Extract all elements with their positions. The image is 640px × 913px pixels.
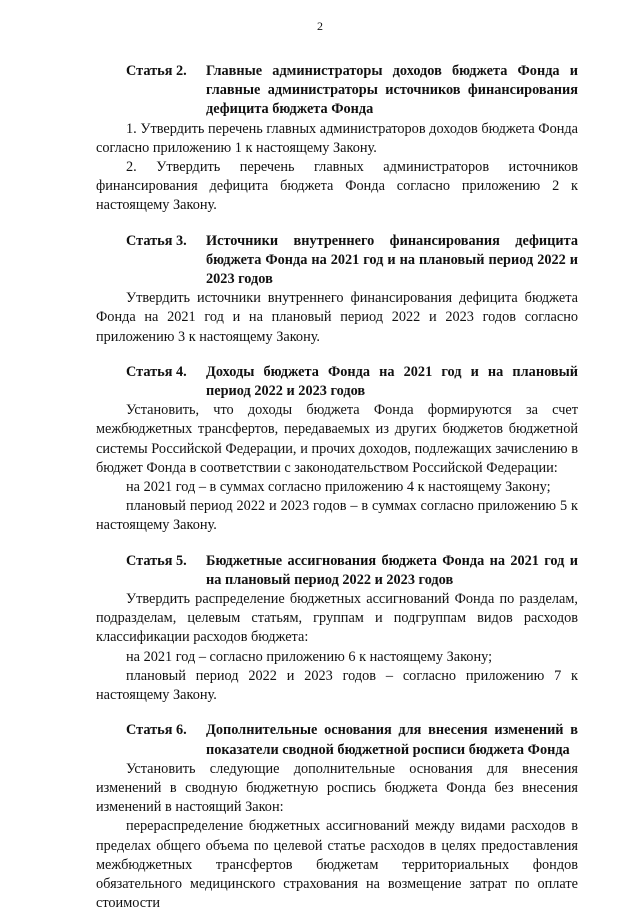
article-3 — [96, 232, 578, 347]
article-label: Статья 2. — [126, 63, 187, 79]
article-paragraph: на 2021 год – согласно приложению 6 к настоящему Закону; — [126, 648, 493, 665]
article-paragraph: 1. Утвердить перечень главных администраторов доходов бюджета Фонда согласно приложению 1 к настоящему Закону. — [96, 120, 578, 156]
article-heading — [96, 552, 578, 590]
article-title: Источники внутреннего финансирования дефицита бюджета Фонда на 2021 год и на плановый период 2022 и 2023 годов — [206, 232, 578, 288]
article-paragraph: плановый период 2022 и 2023 годов – согласно приложению 7 к настоящему Закону. — [96, 667, 578, 704]
article-paragraph: плановый период 2022 и 2023 годов – в суммах согласно приложению 5 к настоящему Закону. — [96, 498, 578, 534]
article-heading — [96, 363, 578, 401]
article-paragraph: 2. Утвердить перечень главных администраторов источников финансирования дефицита бюджета Фонда согласно приложению 2 к настоящему Закону. — [96, 159, 578, 214]
article-6 — [96, 721, 578, 913]
article-paragraph: перераспределение бюджетных ассигнований между видами расходов в пределах общего объема по целевой статье расходов в целях предоставления межбюджетных трансфертов бюджетам территориальных фондов обязательного медицинского страхования на возмещение затрат по оплате стоимости — [96, 818, 578, 912]
article-paragraph: Утвердить распределение бюджетных ассигнований Фонда по разделам, подразделам, целевым статьям, группам и подгруппам видов расходов классификации расходов бюджета: — [96, 591, 578, 646]
article-label: Статья 4. — [126, 363, 187, 380]
article-title: Дополнительные основания для внесения изменений в показатели сводной бюджетной росписи бюджета Фонда — [206, 722, 578, 758]
article-5 — [96, 552, 578, 706]
article-paragraph: Установить, что доходы бюджета Фонда формируются за счет межбюджетных трансфертов, передаваемых из других бюджетов бюджетной системы Российской Федерации, и прочих доходов, подлежащих зачислению в бюджет Фонда в соответствии с законодательством Российской Федерации: — [96, 402, 578, 476]
article-heading — [96, 62, 578, 120]
article-label: Статья 6. — [126, 722, 187, 739]
article-title: Доходы бюджета Фонда на 2021 год и на плановый период 2022 и 2023 годов — [206, 363, 578, 400]
article-label: Статья 3. — [126, 232, 187, 249]
article-label: Статья 5. — [126, 552, 187, 569]
article-4 — [96, 363, 578, 536]
article-2 — [96, 62, 578, 216]
article-paragraph: на 2021 год – в суммах согласно приложению 4 к настоящему Закону; — [126, 479, 551, 496]
article-heading — [96, 232, 578, 290]
page-number: 2 — [317, 19, 323, 33]
article-paragraph: Установить следующие дополнительные основания для внесения изменений в сводную бюджетную роспись бюджета Фонда без внесения изменений в настоящий Закон: — [96, 760, 578, 816]
article-heading — [96, 721, 578, 759]
article-paragraph: Утвердить источники внутреннего финансирования дефицита бюджета Фонда на 2021 год и на плановый период 2022 и 2023 годов согласно приложению 3 к настоящему Закону. — [96, 290, 578, 345]
article-title: Бюджетные ассигнования бюджета Фонда на 2021 год и на плановый период 2022 и 2023 годов — [206, 552, 578, 588]
document-body — [96, 62, 578, 913]
article-title: Главные администраторы доходов бюджета Фонда и главные администраторы источников финансирования дефицита бюджета Фонда — [206, 63, 578, 118]
